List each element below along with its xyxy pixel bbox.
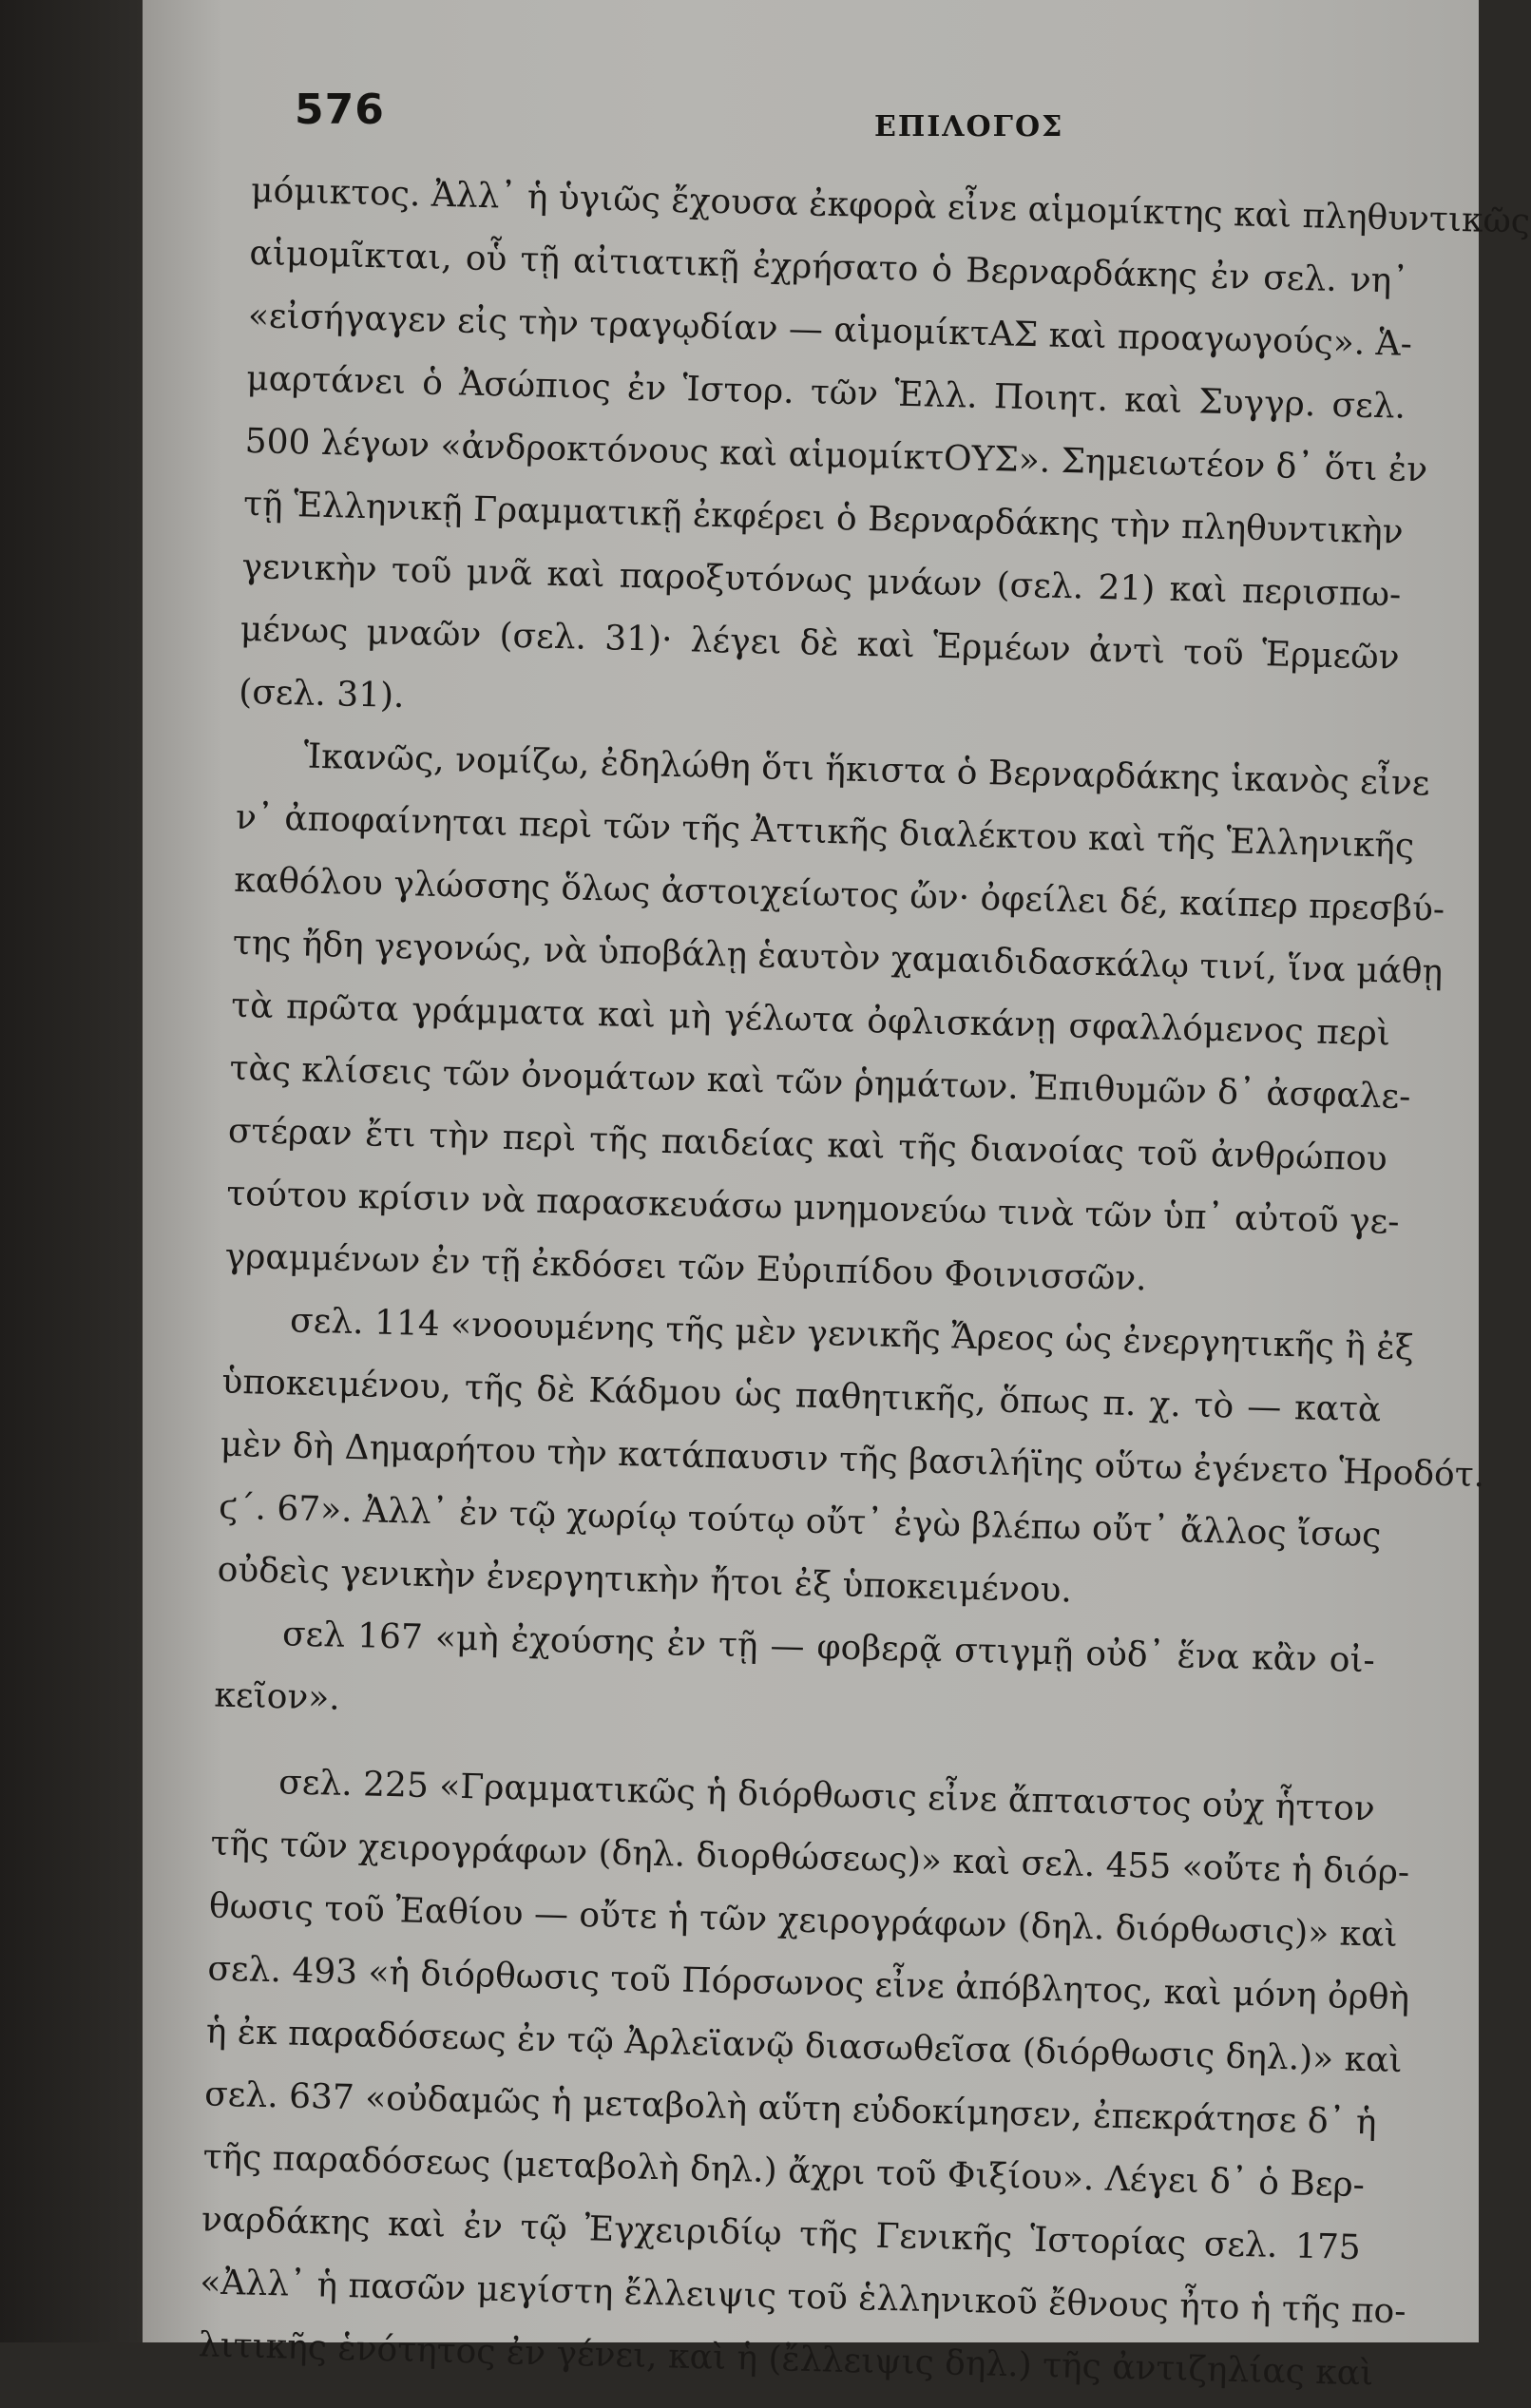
text-line: ναρδάκης καὶ ἐν τῷ Ἐγχειριδίῳ τῆς Γενικῆς Ἱστορίας σελ. 175 xyxy=(201,2200,1362,2268)
text-line: οὐδεὶς γενικὴν ἐνεργητικὴν ἤτοι ἐξ ὑποκειμένου. xyxy=(217,1550,1073,1611)
text-line: 500 λέγων «ἀνδροκτόνους καὶ αἱμομίκτΟΥΣ». Σημειωτέον δ᾽ ὅτι ἐν xyxy=(244,421,1428,490)
text-line: μένως μναῶν (σελ. 31)· λέγει δὲ καὶ Ἑρμέων ἀντὶ τοῦ Ἑρμεῶν xyxy=(239,609,1401,678)
text-line: λιτικῆς ἑνότητος ἐν γένει, καὶ ἡ (ἔλλειψις δηλ.) τῆς ἀντιζηλίας καὶ xyxy=(198,2325,1374,2394)
text-line: ν᾽ ἀποφαίνηται περὶ τῶν τῆς Ἀττικῆς διαλέκτου καὶ τῆς Ἑλληνικῆς xyxy=(235,797,1415,867)
text-line: ἡ ἐκ παραδόσεως ἐν τῷ Ἀρλεϊανῷ διασωθεῖσα (διόρθωσις δηλ.)» καὶ xyxy=(205,2012,1404,2081)
text-line: αἱμομῖκται, οὗ τῇ αἰτιατικῇ ἐχρήσατο ὁ Βερναρδάκης ἐν σελ. νη᾽ xyxy=(249,233,1409,301)
text-line: σελ. 114 «νοουμένης τῆς μὲν γενικῆς Ἄρεος ὡς ἐνεργητικῆς ἢ ἐξ xyxy=(289,1301,1415,1368)
text-line: «Ἀλλ᾽ ἡ πασῶν μεγίστη ἔλλειψις τοῦ ἑλληνικοῦ ἔθνους ἦτο ἡ τῆς πο- xyxy=(199,2263,1407,2332)
text-line: στέραν ἔτι τὴν περὶ τῆς παιδείας καὶ τῆς διανοίας τοῦ ἀνθρώπου xyxy=(227,1111,1388,1179)
scan-shadow xyxy=(0,0,143,2342)
page-header xyxy=(295,86,1403,152)
running-title: ΕΠΙΛΟΓΟΣ xyxy=(874,110,1064,143)
text-line: γενικὴν τοῦ μνᾶ καὶ παροξυτόνως μνάων (σελ. 21) καὶ περισπω- xyxy=(241,546,1402,615)
text-line: «εἰσήγαγεν εἰς τὴν τραγῳδίαν — αἱμομίκτΑΣ καὶ προαγωγούς». Ἁ- xyxy=(247,296,1413,364)
text-line: ϛ΄. 67». Ἀλλ᾽ ἐν τῷ χωρίῳ τούτῳ οὔτ᾽ ἐγὼ βλέπω οὔτ᾽ ἄλλος ἴσως xyxy=(218,1487,1382,1556)
text-line: (σελ. 31). xyxy=(238,672,406,717)
text-line: κεῖον». xyxy=(214,1675,341,1718)
text-line: τούτου κρίσιν νὰ παρασκευάσω μνημονεύω τινὰ τῶν ὑπ᾽ αὐτοῦ γε- xyxy=(225,1174,1400,1242)
text-line: Ἱκανῶς, νομίζω, ἐδηλώθη ὅτι ἥκιστα ὁ Βερναρδάκης ἱκανὸς εἶνε xyxy=(303,736,1430,804)
page-number: 576 xyxy=(295,86,385,134)
text-line: σελ. 225 «Γραμματικῶς ἡ διόρθωσις εἶνε ἄπταιστος οὐχ ἧττον xyxy=(277,1763,1376,1829)
text-line: της ἤδη γεγονώς, νὰ ὑποβάλῃ ἑαυτὸν χαμαιδιδασκάλῳ τινί, ἵνα μάθῃ xyxy=(232,923,1444,992)
text-line: τὰ πρῶτα γράμματα καὶ μὴ γέλωτα ὀφλισκάνῃ σφαλλόμενος περὶ xyxy=(230,985,1391,1054)
text-line: τὰς κλίσεις τῶν ὀνομάτων καὶ τῶν ῥημάτων. Ἐπιθυμῶν δ᾽ ἀσφαλε- xyxy=(229,1048,1411,1118)
text-line: σελ. 493 «ἡ διόρθωσις τοῦ Πόρσωνος εἶνε ἀπόβλητος, καὶ μόνη ὀρθὴ xyxy=(206,1949,1410,2018)
text-line: θωσις τοῦ Ἐαθίου — οὔτε ἡ τῶν χειρογράφων (δηλ. διόρθωσις)» καὶ xyxy=(208,1886,1399,1956)
text-line: μὲν δὴ Δημαρήτου τὴν κατάπαυσιν τῆς βασιλήϊης οὕτω ἐγένετο Ἡροδότ. xyxy=(220,1424,1485,1496)
text-line: τῆς παραδόσεως (μεταβολὴ δηλ.) ἄχρι τοῦ Φιξίου». Λέγει δ᾽ ὁ Βερ- xyxy=(202,2137,1366,2206)
text-line: τῇ Ἑλληνικῇ Γραμματικῇ ἐκφέρει ὁ Βερναρδάκης τὴν πληθυντικὴν xyxy=(242,484,1405,552)
text-line: σελ. 637 «οὐδαμῶς ἡ μεταβολὴ αὕτη εὐδοκίμησεν, ἐπεκράτησε δ᾽ ἡ xyxy=(203,2074,1378,2143)
text-line: καθόλου γλώσσης ὅλως ἀστοιχείωτος ὤν· ὀφείλει δέ, καίπερ πρεσβύ- xyxy=(233,860,1445,929)
text-line: ὑποκειμένου, τῆς δὲ Κάδμου ὡς παθητικῆς, ὅπως π. χ. τὸ — κατὰ xyxy=(221,1362,1382,1430)
text-line: μαρτάνει ὁ Ἀσώπιος ἐν Ἱστορ. τῶν Ἑλλ. Ποιητ. καὶ Συγγρ. σελ. xyxy=(245,358,1407,427)
book-page xyxy=(143,0,1531,2394)
body-text xyxy=(198,160,1531,2405)
text-line: γραμμένων ἐν τῇ ἐκδόσει τῶν Εὐριπίδου Φοινισσῶν. xyxy=(224,1236,1148,1299)
text-line: μόμικτος. Ἀλλ᾽ ἡ ὑγιῶς ἔχουσα ἐκφορὰ εἶνε αἱμομίκτης καὶ πληθυντικῶς xyxy=(250,170,1531,241)
text-line: σελ 167 «μὴ ἐχούσης ἐν τῇ — φοβερᾷ στιγμῇ οὐδ᾽ ἕνα κἂν οἰ- xyxy=(281,1615,1376,1681)
text-line: τῆς τῶν χειρογράφων (δηλ. διορθώσεως)» καὶ σελ. 455 «οὔτε ἡ διόρ- xyxy=(210,1824,1410,1893)
